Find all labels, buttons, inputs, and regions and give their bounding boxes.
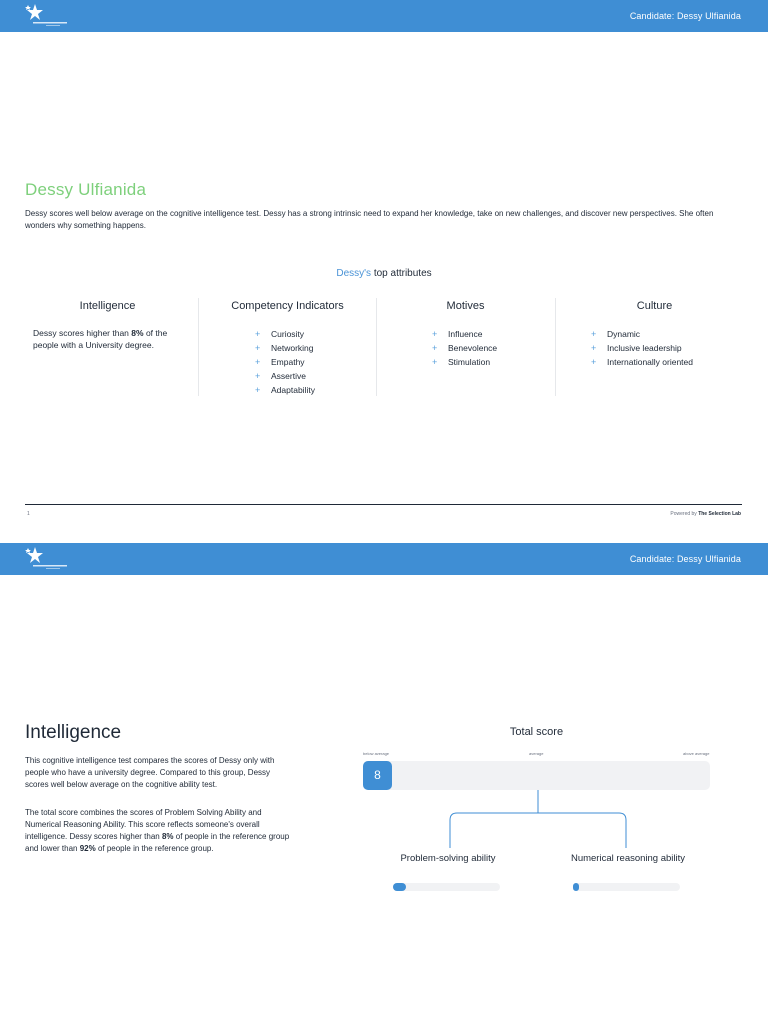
problem-solving-label: Problem-solving ability <box>400 853 496 864</box>
page-number: 1 <box>27 511 30 517</box>
intelligence-percent: 8% <box>131 328 144 338</box>
list-item: + Inclusive leadership <box>591 343 682 353</box>
competency-heading: Competency Indicators <box>231 300 344 312</box>
list-item: + Internationally oriented <box>591 357 694 367</box>
motives-column <box>388 298 543 396</box>
intelligence-paragraph-1: This cognitive intelligence test compares the scores of Dessy only with people who have a university degree. Compared to this group, Dessy scores well below average on the cognitive ability test. <box>25 756 275 789</box>
brand-name: The Selection Lab <box>698 511 741 517</box>
plus-icon: + <box>591 343 597 353</box>
list-item: + Curiosity <box>255 329 305 339</box>
plus-icon: + <box>591 329 597 339</box>
footer-divider <box>25 504 742 505</box>
plus-icon: + <box>255 329 261 339</box>
plus-icon: + <box>255 371 261 381</box>
problem-solving-bar <box>393 883 406 891</box>
column-divider <box>376 298 377 396</box>
list-item: + Assertive <box>255 371 306 381</box>
top-attributes-title-name: Dessy's <box>336 268 372 279</box>
top-attributes-title <box>0 268 768 279</box>
plus-icon: + <box>255 385 261 395</box>
scale-label-below: below average <box>363 751 390 756</box>
plus-icon: + <box>591 357 597 367</box>
numerical-reasoning-track <box>573 883 680 891</box>
culture-column <box>567 298 742 396</box>
company-logo-icon <box>24 546 68 572</box>
page-header <box>0 543 768 575</box>
section-title: Intelligence <box>25 722 122 743</box>
intelligence-summary-before: Dessy scores higher than <box>33 328 132 338</box>
list-item: + Influence <box>432 329 483 339</box>
top-attributes-title-rest: top attributes <box>371 268 432 279</box>
page-header <box>0 0 768 32</box>
culture-heading: Culture <box>636 300 673 312</box>
competency-column <box>210 298 365 396</box>
plus-icon: + <box>432 343 438 353</box>
company-logo-icon <box>24 3 68 29</box>
scale-label-average: average <box>529 751 544 756</box>
total-score-title: Total score <box>509 726 564 738</box>
plus-icon: + <box>255 357 261 367</box>
plus-icon: + <box>432 357 438 367</box>
score-connector <box>440 790 640 850</box>
scale-label-above: above average <box>683 751 710 756</box>
list-item: + Stimulation <box>432 357 491 367</box>
intelligence-heading: Intelligence <box>79 300 136 312</box>
candidate-label: Candidate: Dessy Ulfianida <box>629 11 741 21</box>
list-item: + Benevolence <box>432 343 498 353</box>
numerical-reasoning-bar <box>573 883 579 891</box>
candidate-label: Candidate: Dessy Ulfianida <box>629 554 741 564</box>
column-divider <box>198 298 199 396</box>
plus-icon: + <box>432 329 438 339</box>
motives-heading: Motives <box>446 300 485 312</box>
column-divider <box>555 298 556 396</box>
candidate-summary: Dessy scores well below average on the cognitive intelligence test. Dessy has a strong intrinsic need to expand her knowledge, take on new challenges, and discover new perspectives. She often wonders why something happens. <box>25 209 714 230</box>
intelligence-summary <box>25 327 190 351</box>
numerical-reasoning-label: Numerical reasoning ability <box>570 853 686 864</box>
total-score-bar: 8 <box>363 761 392 790</box>
powered-by: Powered by The Selection Lab <box>670 511 741 517</box>
plus-icon: + <box>255 343 261 353</box>
list-item: + Empathy <box>255 357 305 367</box>
candidate-name: Dessy Ulfianida <box>25 180 147 199</box>
list-item: + Adaptability <box>255 385 315 395</box>
list-item: + Dynamic <box>591 329 641 339</box>
list-item: + Networking <box>255 343 314 353</box>
problem-solving-track <box>393 883 500 891</box>
total-score-track <box>363 761 710 790</box>
intelligence-summary-after: of the people with a University degree. <box>33 328 168 350</box>
intelligence-paragraph-2: The total score combines the scores of Problem Solving Ability and Numerical Reasoning Ability. This score reflects someone's overall intelligence. Dessy scores higher than 8% of people in the reference group and lower than 92% of people in the reference group. <box>25 808 290 853</box>
intelligence-column <box>25 298 190 396</box>
